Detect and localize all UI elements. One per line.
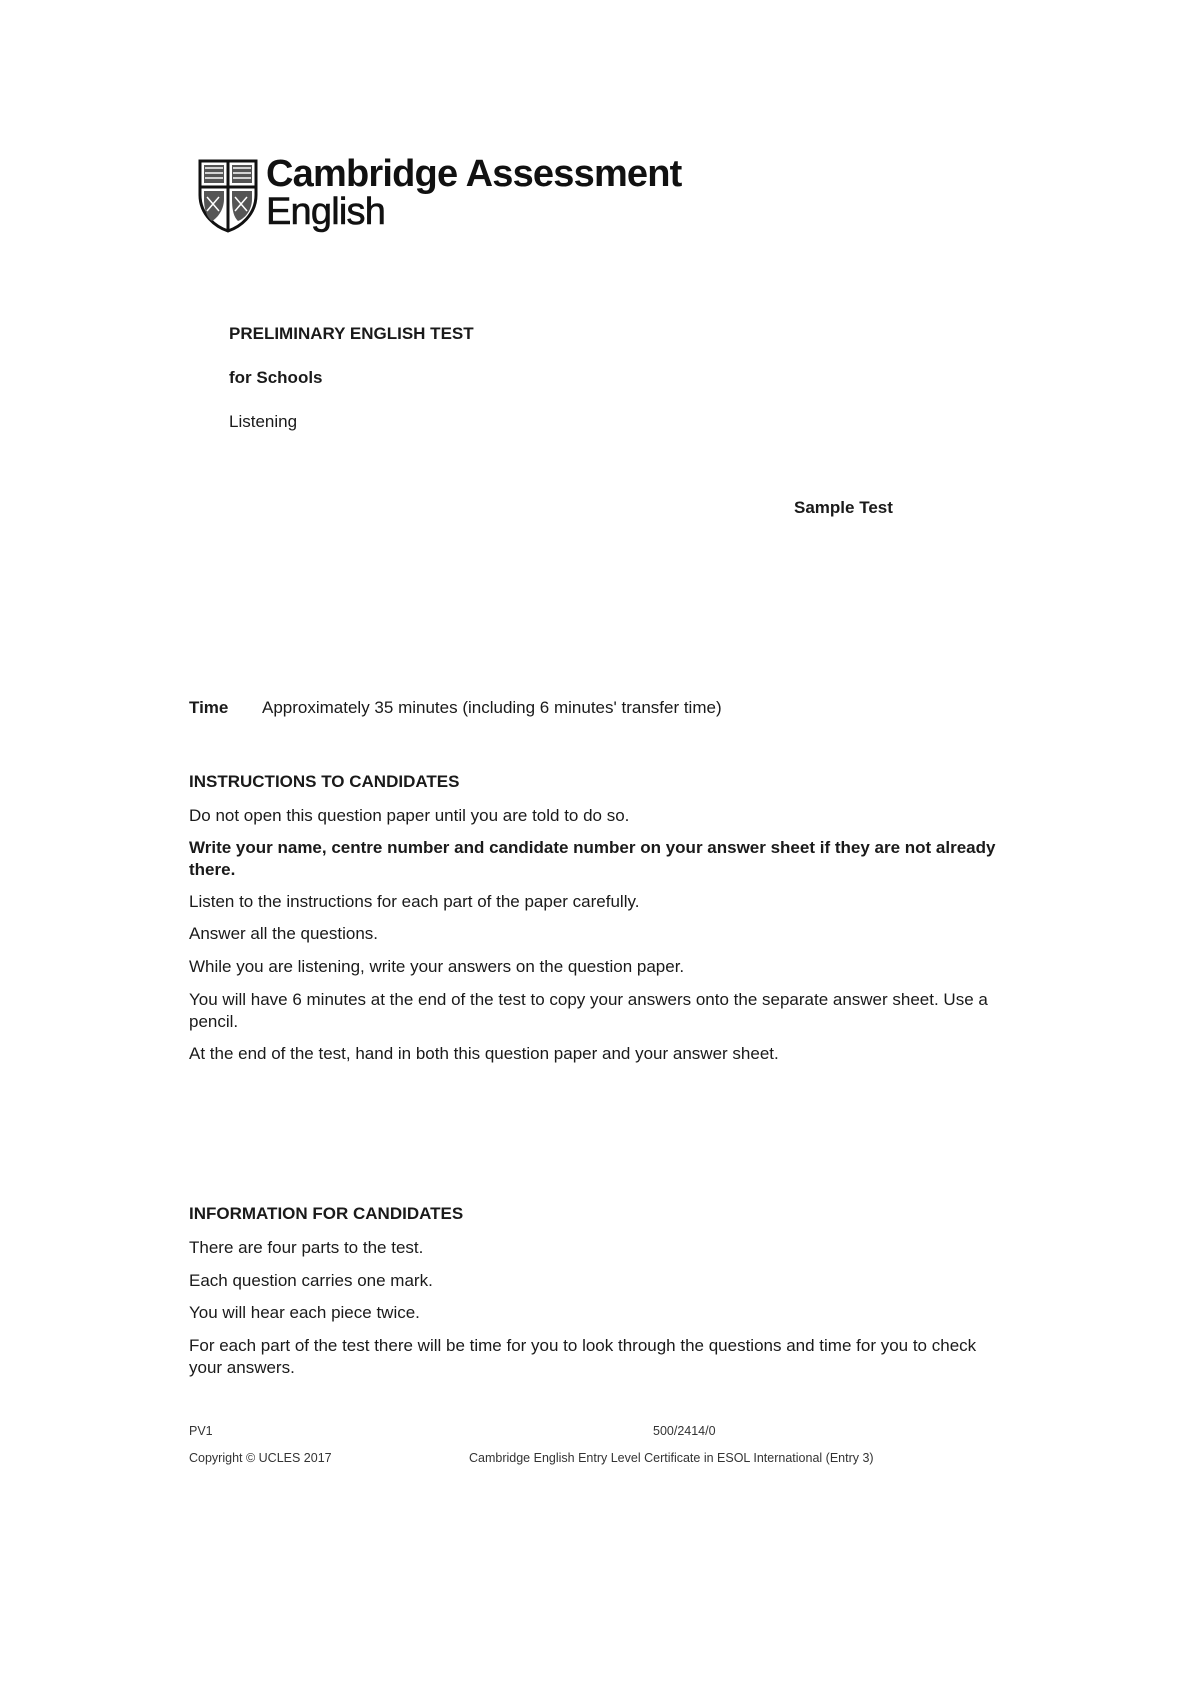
paper-name: Listening <box>229 412 298 431</box>
instruction-item-bold: Write your name, centre number and candidate number on your answer sheet if they are not already there. <box>189 838 996 879</box>
instruction-item: You will have 6 minutes at the end of the test to copy your answers onto the separate answer sheet. Use a pencil. <box>189 990 988 1031</box>
information-item: There are four parts to the test. <box>189 1238 424 1257</box>
footer-paper-version: PV1 <box>189 1424 213 1438</box>
instruction-item: At the end of the test, hand in both this question paper and your answer sheet. <box>189 1044 779 1063</box>
logo-subtitle: English <box>266 191 386 233</box>
exam-title: PRELIMINARY ENGLISH TEST <box>229 324 474 343</box>
exam-subtitle: for Schools <box>229 368 323 387</box>
instruction-item: Do not open this question paper until you are told to do so. <box>189 806 630 825</box>
cambridge-logo <box>198 153 682 235</box>
information-heading: INFORMATION FOR CANDIDATES <box>189 1204 464 1223</box>
logo-title: Cambridge Assessment <box>266 153 682 195</box>
footer-certificate: Cambridge English Entry Level Certificate in ESOL International (Entry 3) <box>469 1451 874 1465</box>
instruction-item: While you are listening, write your answers on the question paper. <box>189 957 685 976</box>
time-label: Time <box>189 698 229 717</box>
instructions-heading: INSTRUCTIONS TO CANDIDATES <box>189 772 460 791</box>
sample-test-label: Sample Test <box>794 498 893 517</box>
information-item: For each part of the test there will be time for you to look through the questions and time for you to check your answers. <box>189 1336 977 1377</box>
footer-qualification-code: 500/2414/0 <box>653 1424 716 1438</box>
information-item: You will hear each piece twice. <box>189 1303 420 1322</box>
time-value: Approximately 35 minutes (including 6 minutes' transfer time) <box>262 698 722 717</box>
information-item: Each question carries one mark. <box>189 1271 433 1290</box>
instruction-item: Answer all the questions. <box>189 924 378 943</box>
instruction-item: Listen to the instructions for each part of the paper carefully. <box>189 892 640 911</box>
footer-copyright: Copyright © UCLES 2017 <box>189 1451 332 1465</box>
cambridge-shield-icon <box>198 159 258 233</box>
